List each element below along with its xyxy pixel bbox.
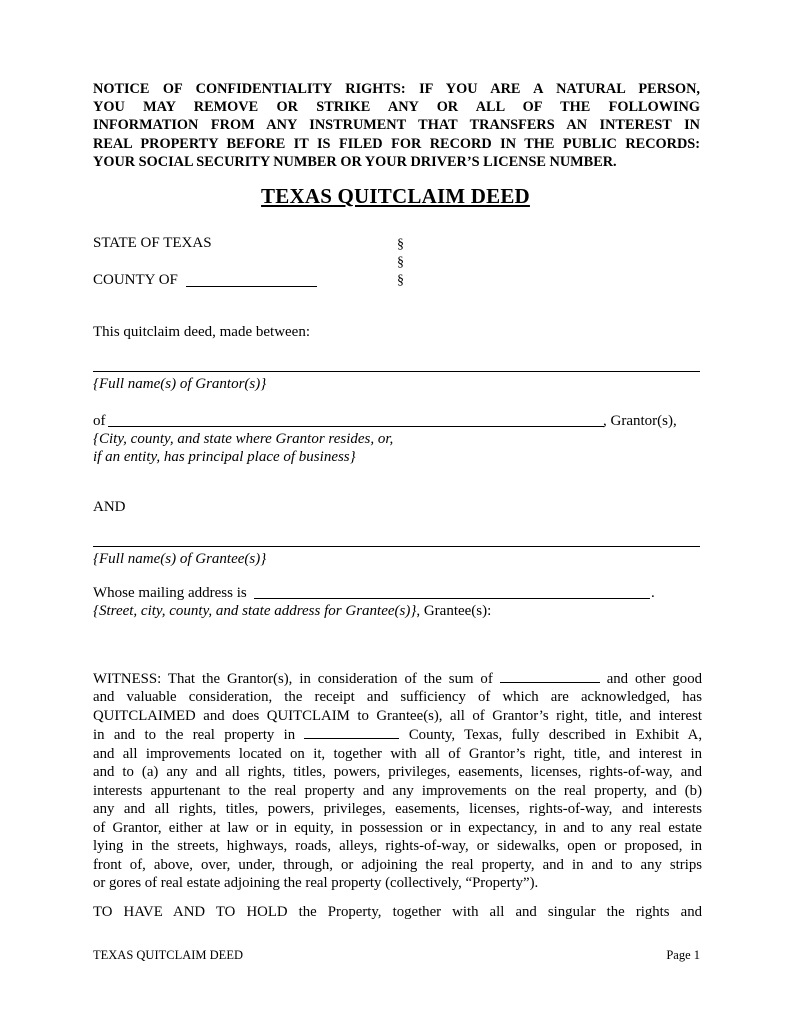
consideration-blank (500, 669, 600, 683)
of-label: of (93, 413, 106, 429)
witness-line: and all improvements located on it, together with all of Grantor’s right, title, and interest in (93, 745, 702, 762)
grantee-name-line (93, 546, 700, 547)
grantor-name-line (93, 371, 700, 372)
witness-line: and valuable consideration, the receipt and sufficiency of which are acknowledged, has (93, 689, 702, 706)
section-symbol: § (397, 273, 404, 288)
witness-line: any and all rights, titles, powers, privileges, easements, licenses, rights-of-way, and interests (93, 801, 702, 818)
county-name-blank (304, 725, 399, 739)
witness-line: in and to the real property in County, Texas, fully described in Exhibit A, (93, 727, 703, 744)
page-number: Page 1 (666, 948, 700, 962)
grantee-address-hint: {Street, city, county, and state address for Grantee(s)} (93, 603, 417, 619)
grantee-address-line-text (93, 602, 491, 620)
witness-line: lying in the streets, highways, roads, alleys, rights-of-way, or sidewalks, open or proposed, in (93, 838, 702, 855)
witness-line: or gores of real estate adjoining the real property (collectively, “Property”). (93, 874, 539, 891)
grantee-name-hint: {Full name(s) of Grantee(s)} (93, 551, 267, 567)
footer-title: TEXAS QUITCLAIM DEED (93, 948, 243, 962)
county-blank (186, 286, 317, 287)
witness-line: and to (a) any and all rights, titles, powers, privileges, easements, licenses, rights-of-way, and (93, 764, 702, 781)
witness-line: QUITCLAIMED and does QUITCLAIM to Grantee(s), all of Grantor’s right, title, and interest (93, 707, 702, 724)
notice-line: YOUR SOCIAL SECURITY NUMBER OR YOUR DRIVER’S LICENSE NUMBER. (93, 153, 617, 170)
witness-line: front of, above, over, under, through, or adjoining the real property, and in and to any strips (93, 856, 702, 873)
habendum-paragraph (93, 903, 702, 921)
mailing-address-line (254, 598, 650, 599)
grantee-suffix: , Grantee(s): (416, 603, 492, 619)
habendum-line: TO HAVE AND TO HOLD the Property, together with all and singular the rights and (93, 904, 702, 920)
and-label: AND (93, 499, 126, 515)
section-symbol: § (397, 237, 404, 252)
grantor-address-hint: if an entity, has principal place of business} (93, 449, 356, 465)
notice-line: INFORMATION FROM ANY INSTRUMENT THAT TRANSFERS AN INTEREST IN (93, 117, 700, 134)
notice-line: REAL PROPERTY BEFORE IT IS FILED FOR RECORD IN THE PUBLIC RECORDS: (93, 135, 700, 152)
section-symbol: § (397, 255, 404, 270)
grantor-address-hint: {City, county, and state where Grantor resides, or, (93, 431, 394, 447)
witness-line: interests appurtenant to the real property and any improvements on the real property, and (b) (93, 782, 702, 799)
witness-paragraph (93, 669, 702, 892)
mailing-end: . (651, 585, 655, 601)
witness-line: of Grantor, either at law or in equity, in possession or in expectancy, in and to any real estate (93, 819, 702, 836)
mailing-label: Whose mailing address is (93, 585, 247, 601)
grantor-name-hint: {Full name(s) of Grantor(s)} (93, 376, 267, 392)
grantor-suffix: , Grantor(s), (603, 413, 677, 429)
state-label: STATE OF TEXAS (93, 235, 212, 251)
grantor-address-line (108, 426, 604, 427)
notice-line: NOTICE OF CONFIDENTIALITY RIGHTS: IF YOU ARE A NATURAL PERSON, (93, 81, 700, 97)
notice-line: YOU MAY REMOVE OR STRIKE ANY OR ALL OF THE FOLLOWING (93, 99, 700, 116)
county-label: COUNTY OF (93, 272, 178, 288)
intro-text: This quitclaim deed, made between: (93, 324, 311, 340)
witness-line: WITNESS: That the Grantor(s), in consideration of the sum of and other good (93, 671, 702, 687)
confidentiality-notice (93, 80, 700, 171)
document-title: TEXAS QUITCLAIM DEED (261, 184, 530, 208)
